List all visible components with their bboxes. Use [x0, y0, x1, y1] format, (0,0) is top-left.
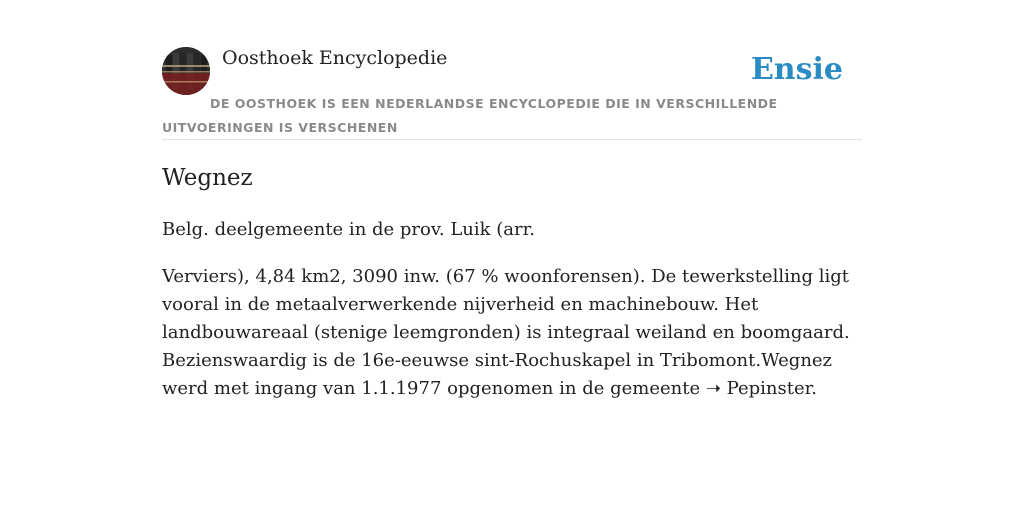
entry-paragraph-2-end: . — [811, 378, 817, 399]
entry-paragraph-1: Belg. deelgemeente in de prov. Luik (arr. — [162, 219, 535, 240]
site-tagline: DE OOSTHOEK IS EEN NEDERLANDSE ENCYCLOPEDIE DIE IN VERSCHILLENDE UITVOERINGEN IS VERSCHENEN — [162, 96, 778, 135]
page — [162, 46, 862, 399]
encyclopedia-books-icon[interactable] — [162, 47, 210, 95]
brand-logo-link[interactable]: Ensie — [750, 52, 843, 87]
entry-paragraph-2-text: Verviers), 4,84 km2, 3090 inw. (67 % woonforensen). De tewerkstelling ligt vooral in de metaalverwerkende nijverheid en machinebouw. Het landbouwareaal (stenige leemgronden) is integraal weiland en boomgaard. Bezienswaardig is de 16e-eeuwse sint-Rochuskapel in Tribomont.Wegnez werd met ingang van 1.1.1977 opgenomen in de gemeente — [162, 266, 850, 399]
site-header — [162, 46, 862, 140]
pepinster-link[interactable]: ➝ Pepinster — [705, 378, 812, 399]
entry-paragraph-2 — [162, 263, 862, 403]
entry-title: Wegnez — [162, 165, 253, 191]
site-title-link[interactable]: Oosthoek Encyclopedie — [222, 47, 448, 69]
